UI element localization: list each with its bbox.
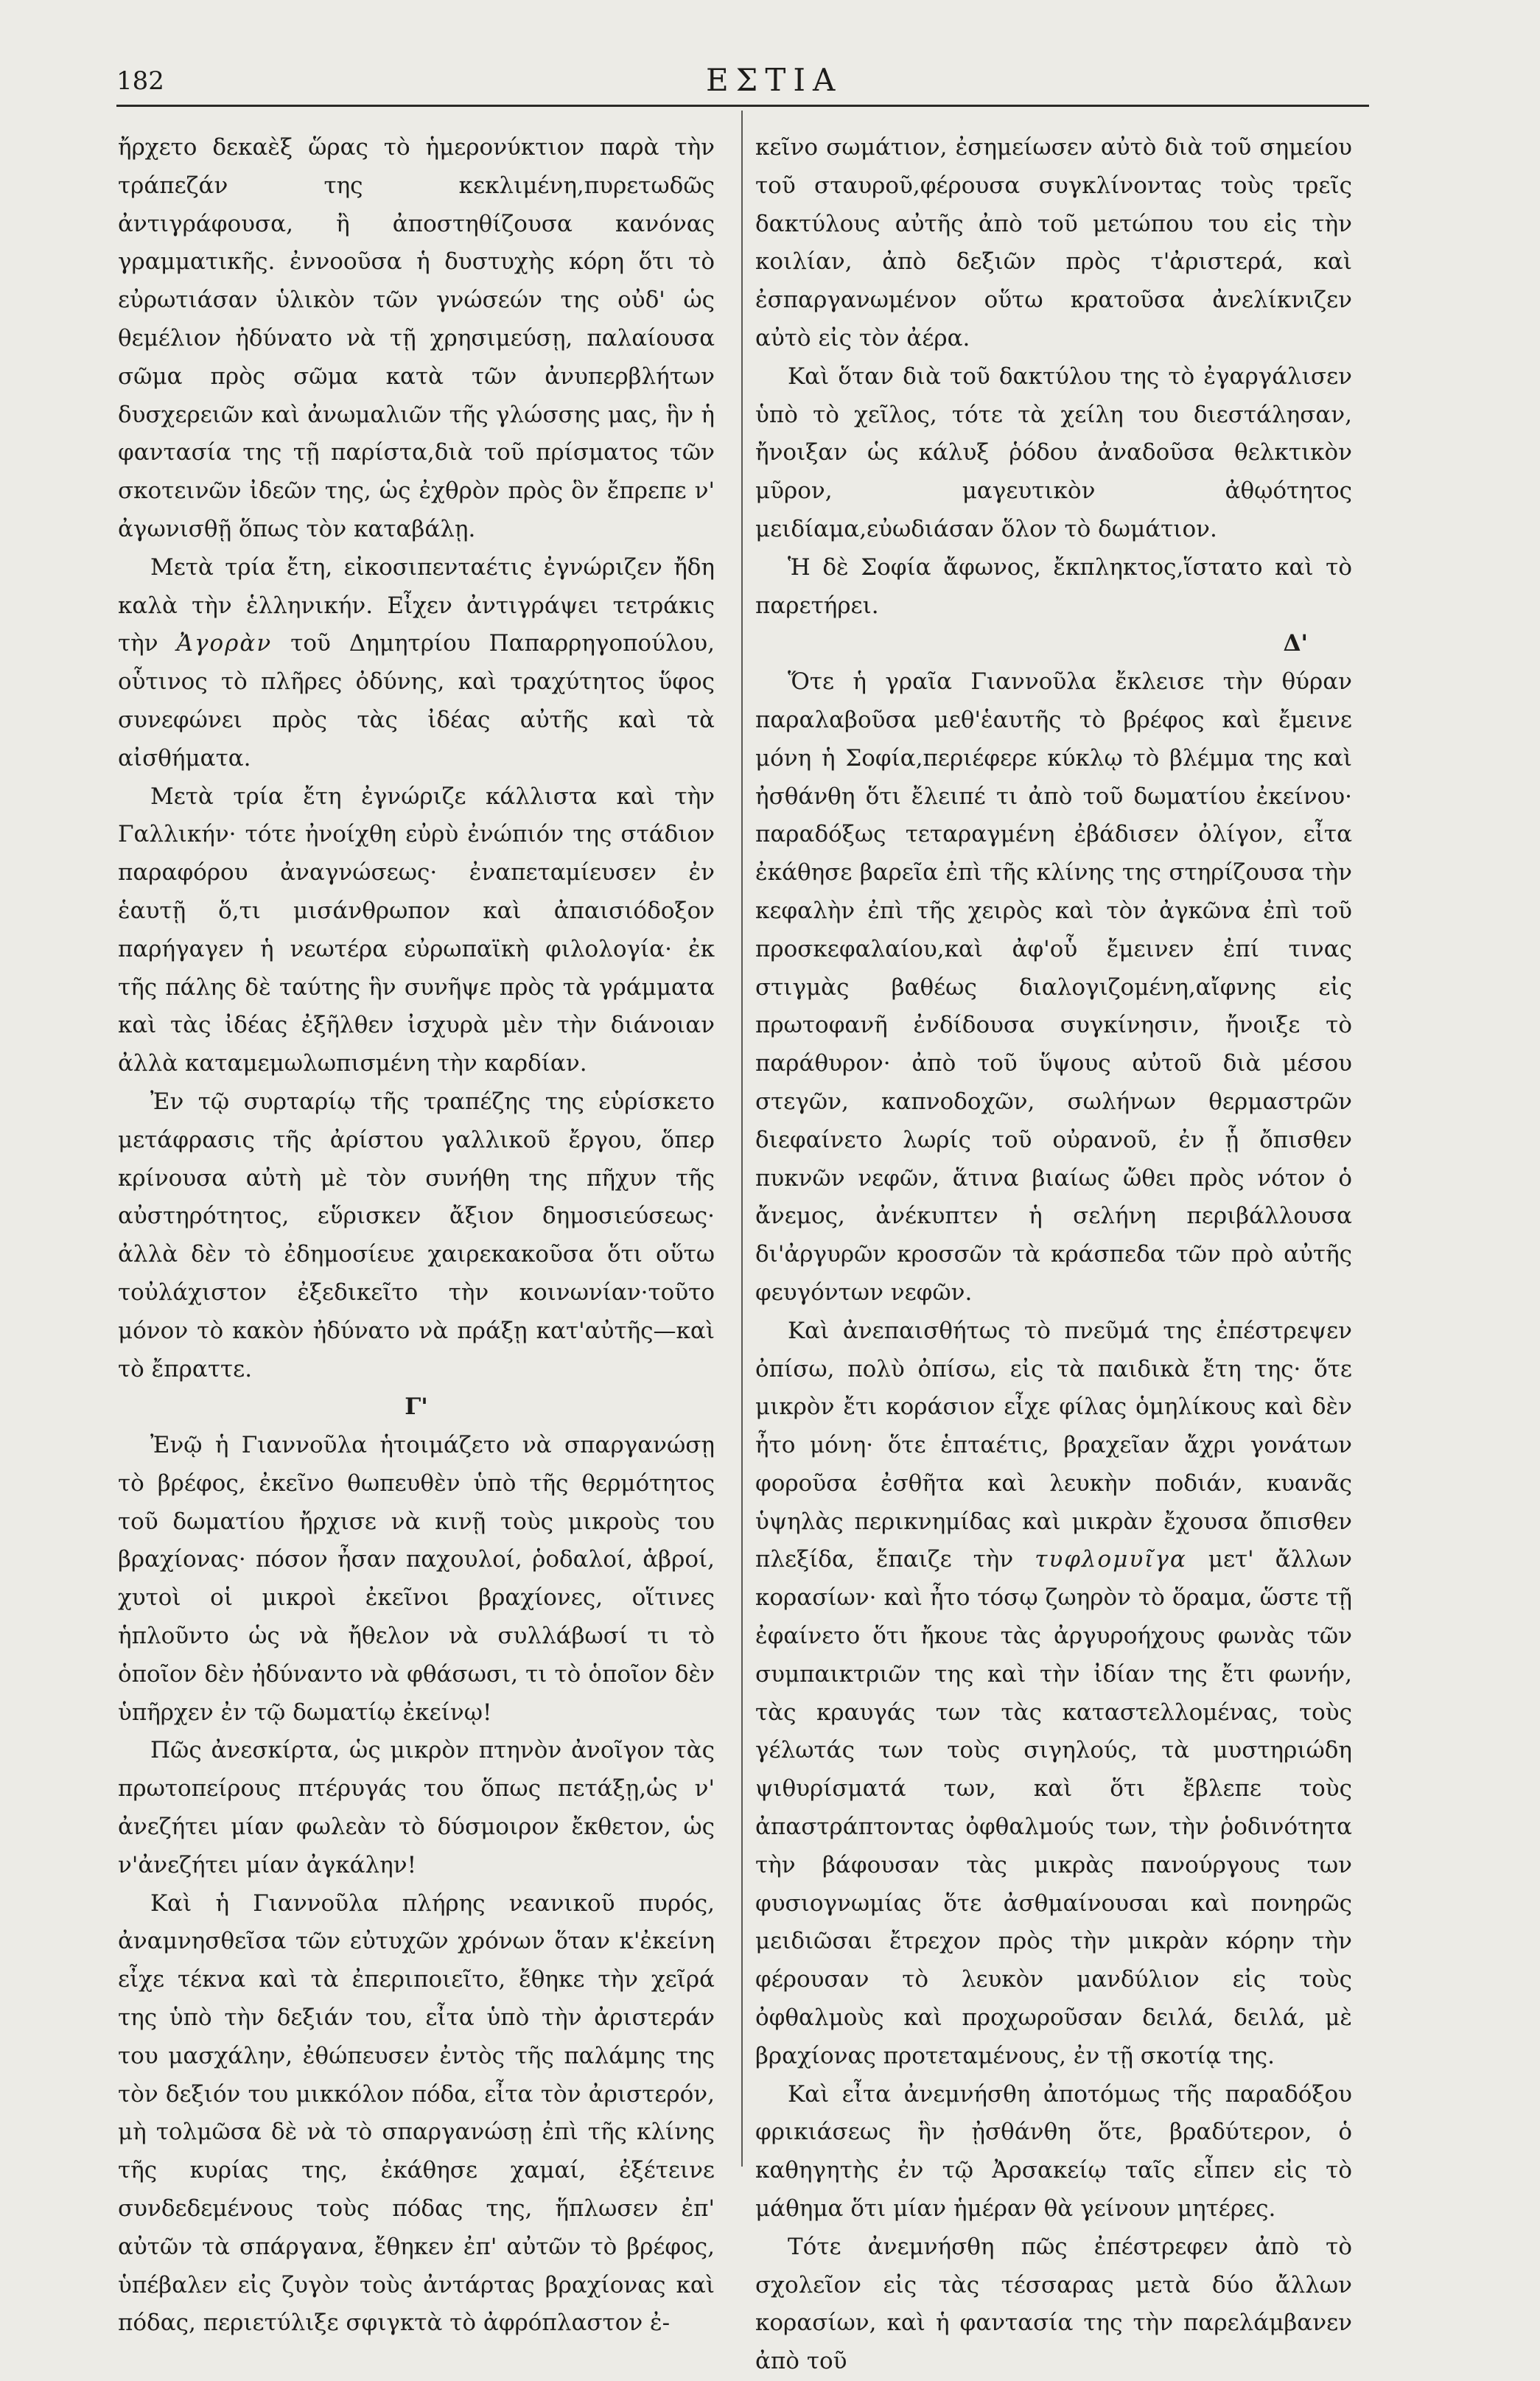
journal-title: ΕΣΤΙΑ [706,62,843,98]
column-divider [741,111,743,2167]
paragraph: Μετὰ τρία ἔτη, εἰκοσιπενταέτις ἐγνώριζεν ἤδη καλὰ τὴν ἑλληνικήν. Εἶχεν ἀντιγράψει τετράκις τὴν Ἀγορὰν τοῦ Δημητρίου Παπαρρηγοπούλου, οὗτινος τὸ πλῆρες ὀδύνης, καὶ τραχύτητος ὕφος συνεφώνει πρὸς τὰς ἰδέας αὐτῆς καὶ τὰ αἰσθήματα. [118,553,715,772]
page-number: 182 [116,66,164,96]
paragraph: Ἐνῷ ἡ Γιαννοῦλα ἡτοιμάζετο νὰ σπαργανώσῃ τὸ βρέφος, ἐκεῖνο θωπευθὲν ὑπὸ τῆς θερμότητος τοῦ δωματίου ἤρχισε νὰ κινῇ τοὺς μικροὺς του βραχίονας· πόσον ἦσαν παχουλοί, ῥοδαλοί, ἁβροί, χυτοὶ οἱ μικροὶ ἐκεῖνοι βραχίονες, οἵτινες ἡπλοῦντο ὡς νὰ ἤθελον νὰ συλλάβωσί τι τὸ ὁποῖον δὲν ἠδύναντο νὰ φθάσωσι, τι τὸ ὁποῖον δὲν ὑπῆρχεν ἐν τῷ δωματίῳ ἐκείνῳ! [118,1432,715,1726]
italic-title: Ἀγορὰν [176,630,273,657]
paragraph: Μετὰ τρία ἔτη ἐγνώριζε κάλλιστα καὶ τὴν Γαλλικήν· τότε ἠνοίχθη εὐρὺ ἐνώπιόν της στάδιον παραφόρου ἀναγνώσεως· ἐναπεταμίευσεν ἐν ἑαυτῇ ὅ,τι μισάνθρωπον καὶ ἀπαισιόδοξον παρήγαγεν ἡ νεωτέρα εὐρωπαϊκὴ φιλολογία· ἐκ τῆς πάλης δὲ ταύτης ἣν συνῆψε πρὸς τὰ γράμματα καὶ τὰς ἰδέας ἐξῆλθεν ἰσχυρὰ μὲν τὴν διάνοιαν ἀλλὰ καταμεμωλωπισμένη τὴν καρδίαν. [118,783,715,1077]
paragraph: Καὶ εἶτα ἀνεμνήσθη ἀποτόμως τῆς παραδόξου φρικιάσεως ἣν ᾐσθάνθη ὅτε, βραδύτερον, ὁ καθηγητὴς ἐν τῷ Ἀρσακείῳ ταῖς εἶπεν εἰς τὸ μάθημα ὅτι μίαν ἡμέραν θὰ γείνουν μητέρες. [755,2080,1352,2223]
right-column [755,129,1352,2381]
page-header [116,59,1369,103]
paragraph: Τότε ἀνεμνήσθη πῶς ἐπέστρεφεν ἀπὸ τὸ σχολεῖον εἰς τὰς τέσσαρας μετὰ δύο ἄλλων κορασίων, καὶ ἡ φαντασία της τὴν παρελάμβανεν ἀπὸ τοῦ [755,2233,1352,2375]
paragraph: Καὶ ἀνεπαισθήτως τὸ πνεῦμά της ἐπέστρεψεν ὀπίσω, πολὺ ὀπίσω, εἰς τὰ παιδικὰ ἔτη της· ὅτε μικρὸν ἔτι κοράσιον εἶχε φίλας ὁμηλίκους καὶ δὲν ἦτο μόνη· ὅτε ἑπταέτις, βραχεῖαν ἄχρι γονάτων φοροῦσα ἐσθῆτα καὶ λευκὴν ποδιάν, κυανᾶς ὑψηλὰς περικνημίδας καὶ μικρὰν ἔχουσα ὄπισθεν πλεξίδα, ἔπαιζε τὴν τυφλομυῖγα μετ' ἄλλων κορασίων· καὶ ἦτο τόσῳ ζωηρὸν τὸ ὅραμα, ὥστε τῇ ἐφαίνετο ὅτι ἤκουε τὰς ἀργυροήχους φωνὰς τῶν συμπαικτριῶν της καὶ τὴν ἰδίαν της ἔτι φωνήν, τὰς κραυγάς των τὰς καταστελλομένας, τοὺς γέλωτάς των τοὺς σιγηλούς, τὰ μυστηριώδη ψιθυρίσματά των, καὶ ὅτι ἔβλεπε τοὺς ἀπαστράπτοντας ὀφθαλμούς των, τὴν ῥοδινότητα τὴν βάφουσαν τὰς μικρὰς πανούργους των φυσιογνωμίας ὅτε ἀσθμαίνουσαι καὶ πονηρῶς μειδιῶσαι ἔτρεχον πρὸς τὴν μικρὰν κόρην τὴν φέρουσαν τὸ λευκὸν μανδύλιον εἰς τοὺς ὀφθαλμοὺς καὶ προχωροῦσαν δειλά, δειλά, μὲ βραχίονας προτεταμένους, ἐν τῇ σκοτίᾳ της. [755,1317,1352,2069]
left-column [118,129,715,2343]
paragraph: Πῶς ἀνεσκίρτα, ὡς μικρὸν πτηνὸν ἀνοῖγον τὰς πρωτοπείρους πτέρυγάς του ὅπως πετάξῃ,ὡς ν' ἀνεζήτει μίαν φωλεὰν τὸ δύσμοιρον ἔκθετον, ὡς ν'ἀνεζήτει μίαν ἀγκάλην! [118,1737,715,1878]
paragraph: Ὅτε ἡ γραῖα Γιαννοῦλα ἔκλεισε τὴν θύραν παραλαβοῦσα μεθ'ἑαυτῆς τὸ βρέφος καὶ ἔμεινε μόνη ἡ Σοφία,περιέφερε κύκλῳ τὸ βλέμμα της καὶ ἠσθάνθη ὅτι ἔλειπέ τι ἀπὸ τοῦ δωματίου ἐκείνου· παραδόξως τεταραγμένη ἐβάδισεν ὀλίγον, εἶτα ἐκάθησε βαρεῖα ἐπὶ τῆς κλίνης της στηρίζουσα τὴν κεφαλὴν ἐπὶ τῆς χειρὸς καὶ τὸν ἀγκῶνα ἐπὶ τοῦ προσκεφαλαίου,καὶ ἀφ'οὗ ἔμεινεν ἐπί τινας στιγμὰς βαθέως διαλογιζομένη,αἴφνης εἰς πρωτοφανῆ ἐνδίδουσα συγκίνησιν, ἤνοιξε τὸ παράθυρον· ἀπὸ τοῦ ὕψους αὐτοῦ διὰ μέσου στεγῶν, καπνοδοχῶν, σωλήνων θερμαστρῶν διεφαίνετο λωρίς τοῦ οὐρανοῦ, ἐν ᾗ ὄπισθεν πυκνῶν νεφῶν, ἅτινα βιαίως ὤθει πρὸς νότον ὁ ἄνεμος, ἀνέκυπτεν ἡ σελήνη περιβάλλουσα δι'ἀργυρῶν κροσσῶν τὰ κράσπεδα τῶν πρὸ αὐτῆς φευγόντων νεφῶν. [755,668,1352,1306]
paragraph: Καὶ ἡ Γιαννοῦλα πλήρης νεανικοῦ πυρός, ἀναμνησθεῖσα τῶν εὐτυχῶν χρόνων ὅταν κ'ἐκείνη εἶχε τέκνα καὶ τὰ ἐπεριποιεῖτο, ἔθηκε τὴν χεῖρά της ὑπὸ τὴν δεξιάν του, εἶτα ὑπὸ τὴν ἀριστεράν του μασχάλην, ἐθώπευσεν ἐντὸς τῆς παλάμης της τὸν δεξιόν του μικκόλον πόδα, εἶτα τὸν ἀριστερόν, μὴ τολμῶσα δὲ νὰ τὸ σπαργανώσῃ ἐπὶ τῆς κλίνης τῆς κυρίας της, ἐκάθησε χαμαί, ἐξέτεινε συνδεδεμένους τοὺς πόδας της, ἥπλωσεν ἐπ' αὐτῶν τὰ σπάργανα, ἔθηκεν ἐπ' αὐτῶν τὸ βρέφος, ὑπέβαλεν εἰς ζυγὸν τοὺς ἀντάρτας βραχίονας καὶ πόδας, περιετύλιξε σφιγκτὰ τὸ ἀφρόπλαστον ἐ- [118,1889,715,2337]
paragraph: ἤρχετο δεκαὲξ ὥρας τὸ ἡμερονύκτιον παρὰ τὴν τράπεζάν της κεκλιμένη,πυρετωδῶς ἀντιγράφουσα, ἢ ἀποστηθίζουσα κανόνας γραμματικῆς. ἐννοοῦσα ἡ δυστυχὴς κόρη ὅτι τὸ εὐρωτιάσαν ὑλικὸν τῶν γνώσεών της οὐδ' ὡς θεμέλιον ἠδύνατο νὰ τῇ χρησιμεύσῃ, παλαίουσα σῶμα πρὸς σῶμα κατὰ τῶν ἀνυπερβλήτων δυσχερειῶν καὶ ἀνωμαλιῶν τῆς γλώσσης μας, ἣν ἡ φαντασία της τῇ παρίστα,διὰ τοῦ πρίσματος τῶν σκοτεινῶν ἰδεῶν της, ὡς ἐχθρὸν πρὸς ὃν ἔπρεπε ν' ἀγωνισθῇ ὅπως τὸν καταβάλῃ. [118,134,715,542]
paragraph: κεῖνο σωμάτιον, ἐσημείωσεν αὐτὸ διὰ τοῦ σημείου τοῦ σταυροῦ,φέρουσα συγκλίνοντας τοὺς τρεῖς δακτύλους αὐτῆς ἀπὸ τοῦ μετώπου του εἰς τὴν κοιλίαν, ἀπὸ δεξιῶν πρὸς τ'ἀριστερά, καὶ ἐσπαργανωμένον οὕτω κρατοῦσα ἀνελίκνιζεν αὐτὸ εἰς τὸν ἀέρα. [755,134,1352,352]
paragraph: Ἡ δὲ Σοφία ἄφωνος, ἔκπληκτος,ἵστατο καὶ τὸ παρετήρει. [755,553,1352,619]
paragraph: Ἐν τῷ συρταρίῳ τῆς τραπέζης της εὑρίσκετο μετάφρασις τῆς ἀρίστου γαλλικοῦ ἔργου, ὅπερ κρίνουσα αὐτὴ μὲ τὸν συνήθη της πῆχυν τῆς αὐστηρότητος, εὕρισκεν ἄξιον δημοσιεύσεως· ἀλλὰ δὲν τὸ ἐδημοσίευε χαιρεκακοῦσα ὅτι οὕτω τοὐλάχιστον ἐξεδικεῖτο τὴν κοινωνίαν·τοῦτο μόνον τὸ κακὸν ἠδύνατο νὰ πράξῃ κατ'αὐτῆς—καὶ τὸ ἔπραττε. [118,1088,715,1382]
section-heading-gamma: Γ' [405,1394,428,1421]
header-rule [116,105,1369,107]
italic-game-name: τυφλομυῖγα [1035,1546,1187,1573]
section-heading-delta: Δ' [1283,630,1308,657]
paragraph: Καὶ ὅταν διὰ τοῦ δακτύλου της τὸ ἐγαργάλισεν ὑπὸ τὸ χεῖλος, τότε τὰ χείλη του διεστάλησαν, ἤνοιξαν ὡς κάλυξ ῥόδου ἀναδοῦσα θελκτικὸν μῦρον, μαγευτικὸν ἀθῳότητος μειδίαμα,εὐωδιάσαν ὅλον τὸ δωμάτιον. [755,363,1352,542]
